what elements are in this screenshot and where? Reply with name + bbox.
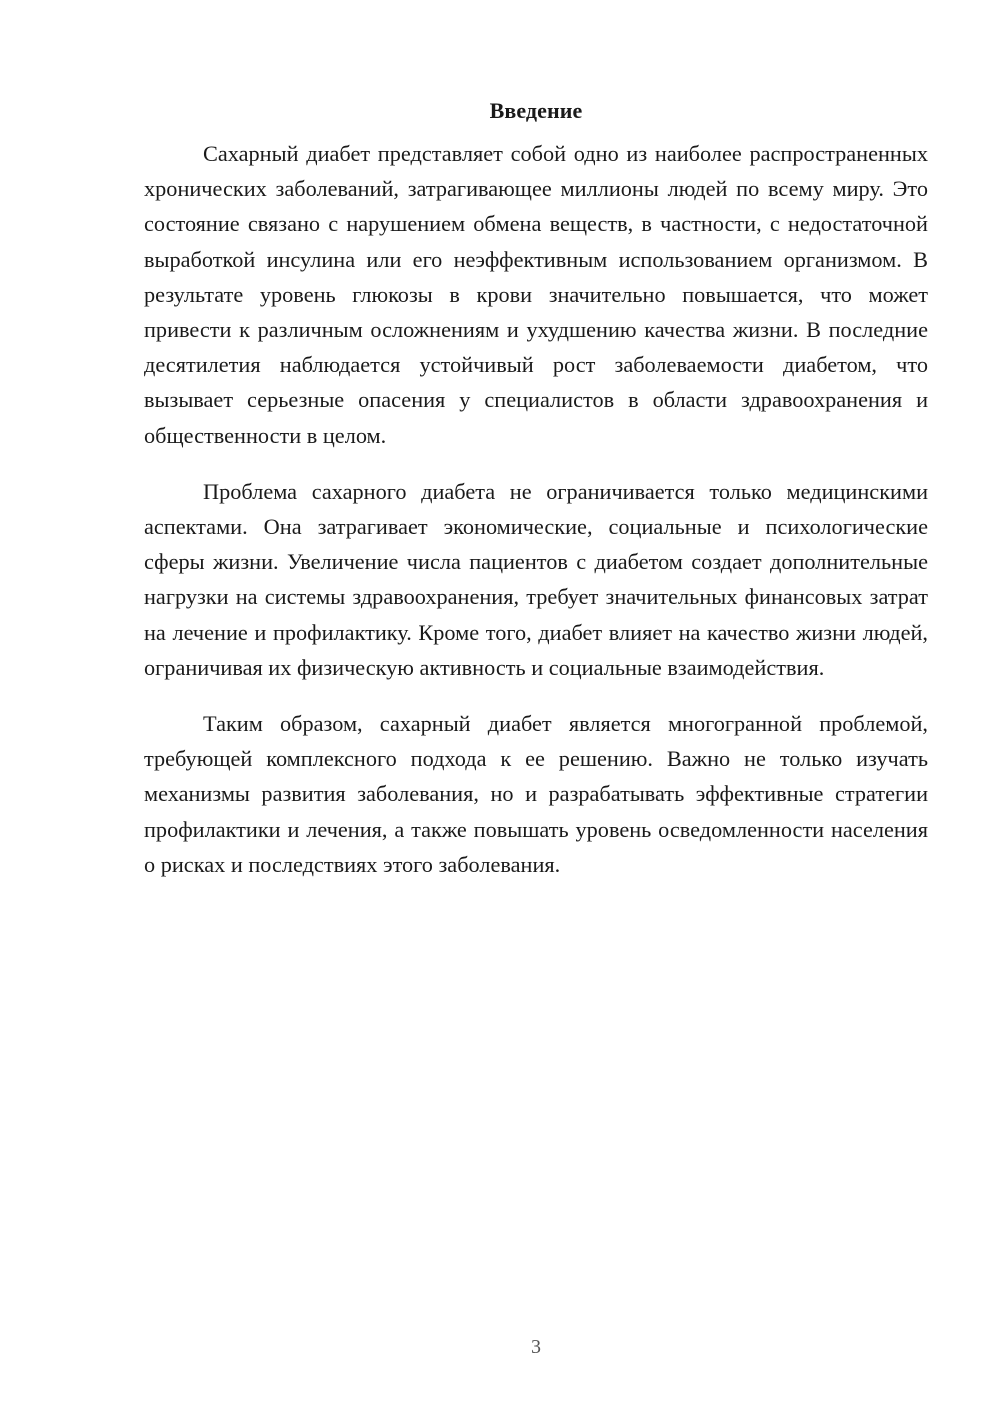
- paragraph-3: Таким образом, сахарный диабет является многогранной проблемой, требующей комплексного подхода к ее решению. Важно не только изучать механизмы развития заболевания, но и разрабатывать эффективные стратегии профилактики и лечения, а также повышать уровень осведомленности населения о рисках и последствиях этого заболевания.: [144, 711, 928, 877]
- paragraph-1: Сахарный диабет представляет собой одно из наиболее распространенных хронических заболеваний, затрагивающее миллионы людей по всему миру. Это состояние связано с нарушением обмена веществ, в частности, с недостаточной выработкой инсулина или его неэффективным использованием организмом. В результате уровень глюкозы в крови значительно повышается, что может привести к различным осложнениям и ухудшению качества жизни. В последние десятилетия наблюдается устойчивый рост заболеваемости диабетом, что вызывает серьезные опасения у специалистов в области здравоохранения и общественности в целом.: [144, 141, 928, 448]
- page-content: [144, 96, 928, 903]
- section-title: Введение: [489, 98, 583, 123]
- page-number: 3: [531, 1336, 541, 1358]
- paragraph-2: Проблема сахарного диабета не ограничивается только медицинскими аспектами. Она затрагивает экономические, социальные и психологические сферы жизни. Увеличение числа пациентов с диабетом создает дополнительные нагрузки на системы здравоохранения, требует значительных финансовых затрат на лечение и профилактику. Кроме того, диабет влияет на качество жизни людей, ограничивая их физическую активность и социальные взаимодействия.: [144, 478, 928, 680]
